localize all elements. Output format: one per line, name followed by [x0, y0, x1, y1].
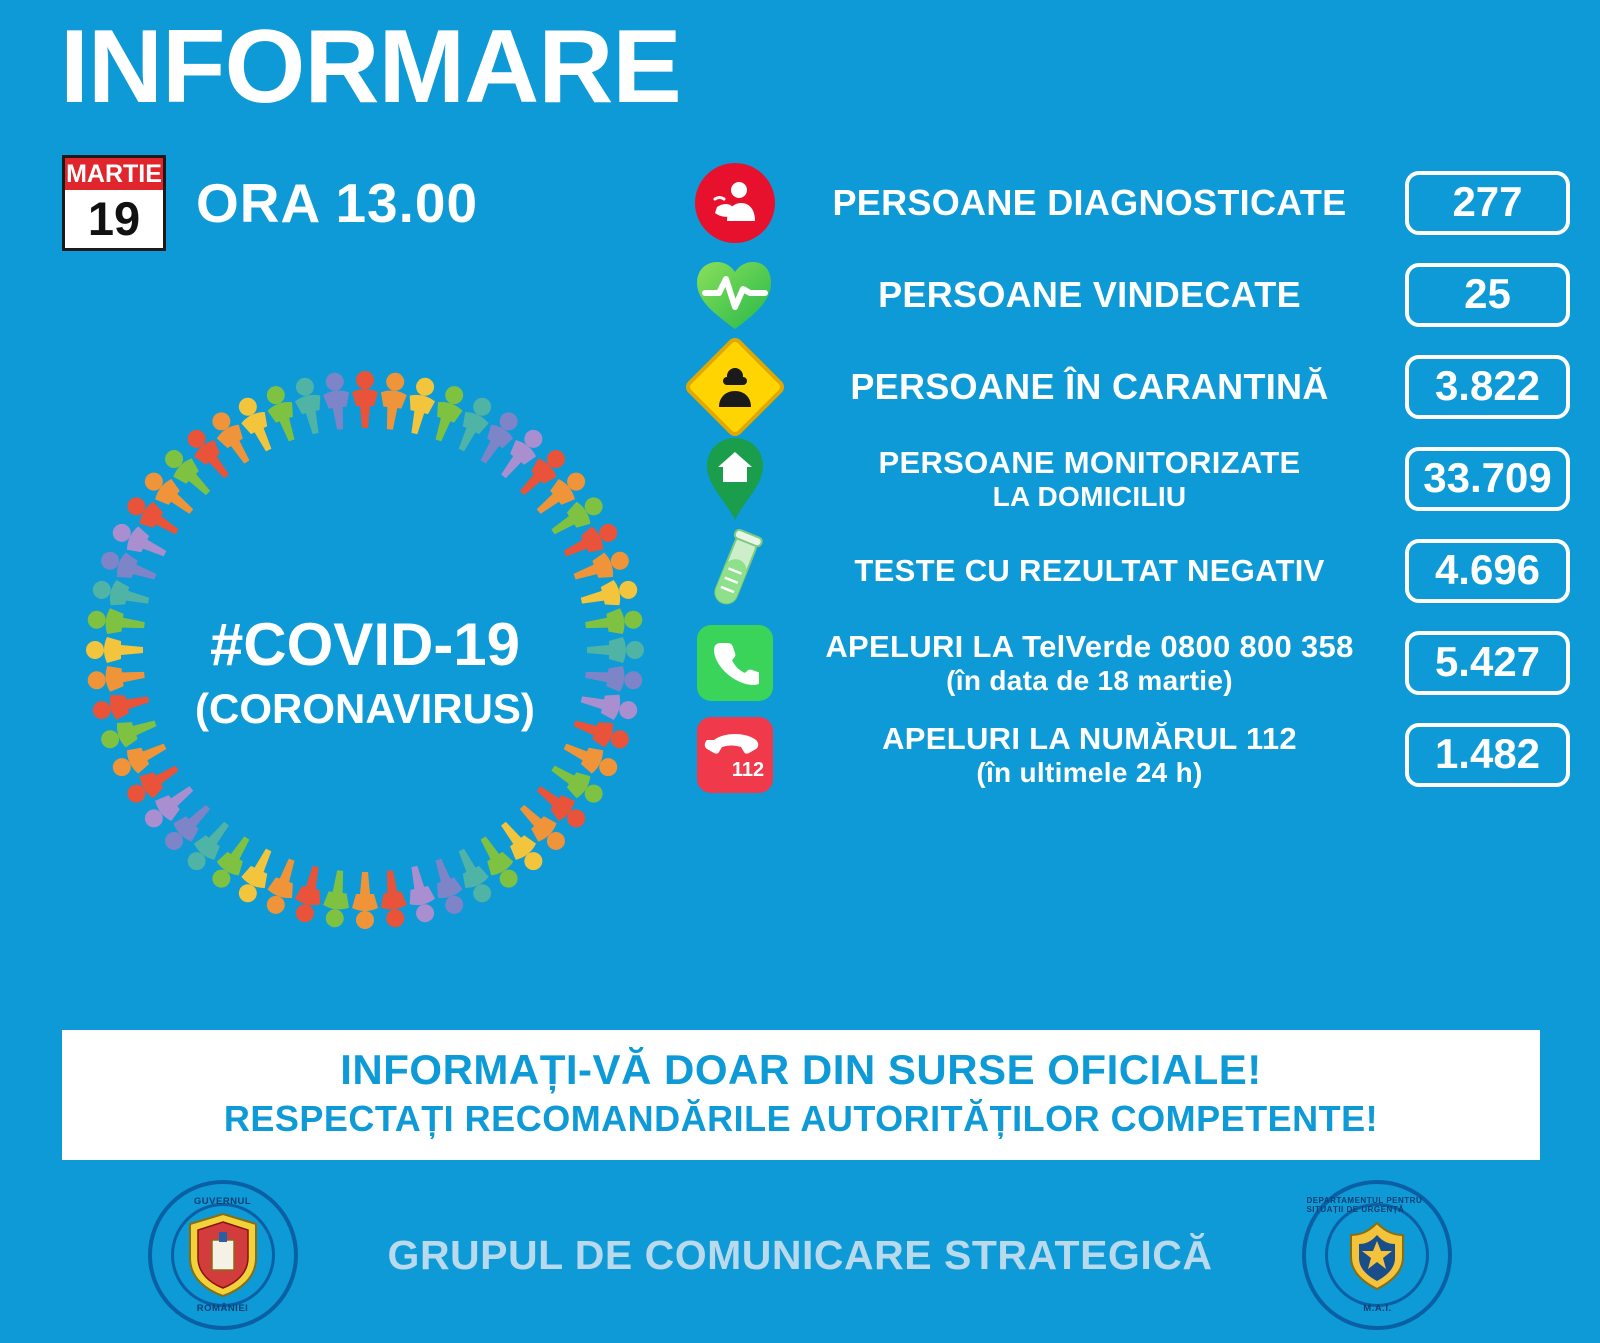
footer-organization-label: GRUPUL DE COMUNICARE STRATEGICĂ [387, 1231, 1213, 1278]
stat-icon-wrap [690, 529, 780, 613]
advice-banner [62, 1030, 1540, 1160]
stat-value: 1.482 [1405, 723, 1570, 787]
stat-icon-wrap [690, 163, 780, 243]
stat-value: 4.696 [1405, 539, 1570, 603]
hour-label: ORA 13.00 [196, 172, 479, 234]
stat-row [690, 528, 1570, 614]
stat-row [690, 252, 1570, 338]
stat-label-main: APELURI LA TelVerde 0800 800 358 [825, 629, 1354, 665]
stat-label-sub: (în data de 18 martie) [946, 664, 1233, 696]
stat-icon-wrap [690, 257, 780, 333]
page-title: INFORMARE [60, 9, 681, 125]
test-tube-icon [707, 529, 763, 613]
calendar-day: 19 [87, 192, 141, 245]
calendar-icon [62, 155, 166, 251]
person-coughing-icon [695, 163, 775, 243]
dsu-seal-bottom-text: M.A.I. [1363, 1303, 1392, 1314]
calendar-month: MARTIE [66, 160, 162, 188]
covid-subtitle: (CORONAVIRUS) [195, 685, 535, 732]
people-circle-graphic [60, 345, 670, 955]
stat-icon-wrap [690, 436, 780, 522]
stat-label [780, 721, 1399, 789]
stat-row [690, 712, 1570, 798]
stat-label [780, 445, 1399, 513]
stat-icon-wrap [690, 350, 780, 424]
stat-label: PERSOANE DIAGNOSTICATE [832, 182, 1347, 224]
stat-label: TESTE CU REZULTAT NEGATIV [854, 553, 1325, 589]
advice-line-1: INFORMAȚI-VĂ DOAR DIN SURSE OFICIALE! [340, 1046, 1262, 1093]
stat-label: PERSOANE ÎN CARANTINĂ [850, 366, 1329, 408]
stats-list [690, 160, 1570, 804]
svg-text:112: 112 [731, 759, 765, 781]
date-row [62, 155, 478, 251]
stat-row [690, 436, 1570, 522]
stat-value: 277 [1405, 171, 1570, 235]
stat-label-main: PERSOANE MONITORIZATE [878, 445, 1301, 481]
government-seal-top-text: GUVERNUL [193, 1196, 252, 1207]
stat-label [780, 629, 1399, 697]
stat-label: PERSOANE VINDECATE [878, 274, 1301, 316]
stat-label-main: APELURI LA NUMĂRUL 112 [882, 721, 1297, 757]
heart-pulse-icon [693, 257, 777, 333]
phone-112-icon [697, 717, 773, 793]
stat-value: 25 [1405, 263, 1570, 327]
stat-icon-wrap [690, 625, 780, 701]
stat-row [690, 160, 1570, 246]
quarantine-warning-icon [683, 335, 788, 440]
home-pin-icon [704, 436, 766, 522]
government-seal-bottom-text: ROMÂNIEI [196, 1303, 249, 1314]
dsu-seal-top-text: DEPARTAMENTUL PENTRU SITUAȚII DE URGENȚĂ [1306, 1196, 1423, 1214]
dsu-seal-inner [1325, 1203, 1429, 1307]
stat-label-sub: (în ultimele 24 h) [976, 756, 1203, 788]
stat-label-sub: LA DOMICILIU [992, 480, 1187, 512]
stat-value: 3.822 [1405, 355, 1570, 419]
stat-row [690, 620, 1570, 706]
government-seal-inner [171, 1203, 275, 1307]
footer [0, 1175, 1600, 1335]
covid-label [60, 610, 670, 733]
stat-icon-wrap [690, 717, 780, 793]
stat-value: 33.709 [1405, 447, 1570, 511]
covid-hashtag: #COVID-19 [209, 611, 521, 678]
stat-row [690, 344, 1570, 430]
government-seal-icon [148, 1180, 298, 1330]
dsu-seal-icon [1302, 1180, 1452, 1330]
advice-line-2: RESPECTAȚI RECOMANDĂRILE AUTORITĂȚILOR COMPETENTE! [223, 1098, 1379, 1139]
stat-value: 5.427 [1405, 631, 1570, 695]
phone-green-icon [697, 625, 773, 701]
